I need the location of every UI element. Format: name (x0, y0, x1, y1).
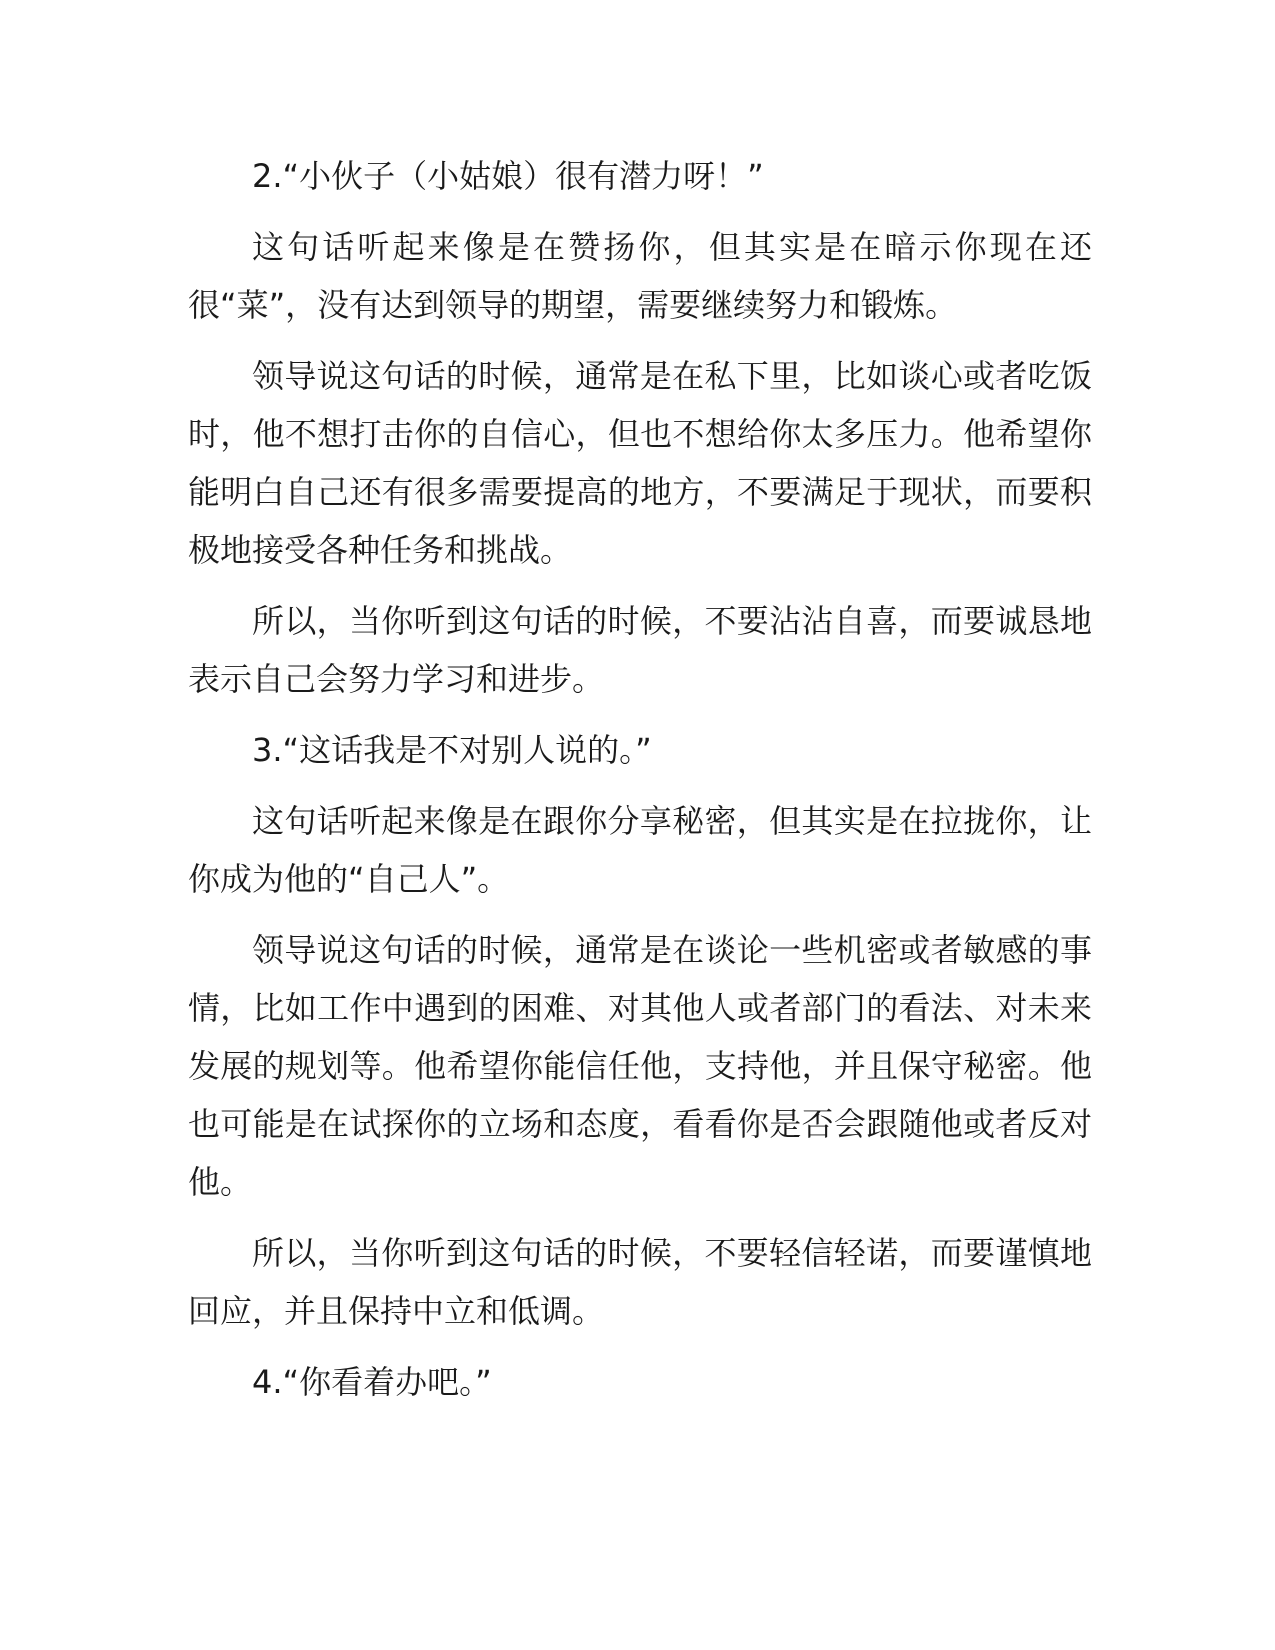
section-heading-2: 2.“小伙子（小姑娘）很有潜力呀！” (252, 157, 764, 195)
paragraph: 这句话听起来像是在跟你分享秘密，但其实是在拉拢你，让你成为他的“自己人”。 (188, 802, 1092, 898)
paragraph: 所以，当你听到这句话的时候，不要轻信轻诺，而要谨慎地回应，并且保持中立和低调。 (188, 1234, 1092, 1330)
document-body (188, 147, 1092, 1424)
section-heading-4: 4.“你看着办吧。” (252, 1363, 492, 1401)
paragraph: 领导说这句话的时候，通常是在私下里，比如谈心或者吃饭时，他不想打击你的自信心，但也不想给你太多压力。他希望你能明白自己还有很多需要提高的地方，不要满足于现状，而要积极地接受各种任务和挑战。 (188, 357, 1092, 569)
section-heading-3: 3.“这话我是不对别人说的。” (252, 731, 652, 769)
paragraph: 这句话听起来像是在赞扬你，但其实是在暗示你现在还很“菜”，没有达到领导的期望，需要继续努力和锻炼。 (188, 228, 1092, 324)
paragraph: 所以，当你听到这句话的时候，不要沾沾自喜，而要诚恳地表示自己会努力学习和进步。 (188, 602, 1092, 698)
paragraph: 领导说这句话的时候，通常是在谈论一些机密或者敏感的事情，比如工作中遇到的困难、对其他人或者部门的看法、对未来发展的规划等。他希望你能信任他，支持他，并且保守秘密。他也可能是在试探你的立场和态度，看看你是否会跟随他或者反对他。 (188, 931, 1092, 1201)
